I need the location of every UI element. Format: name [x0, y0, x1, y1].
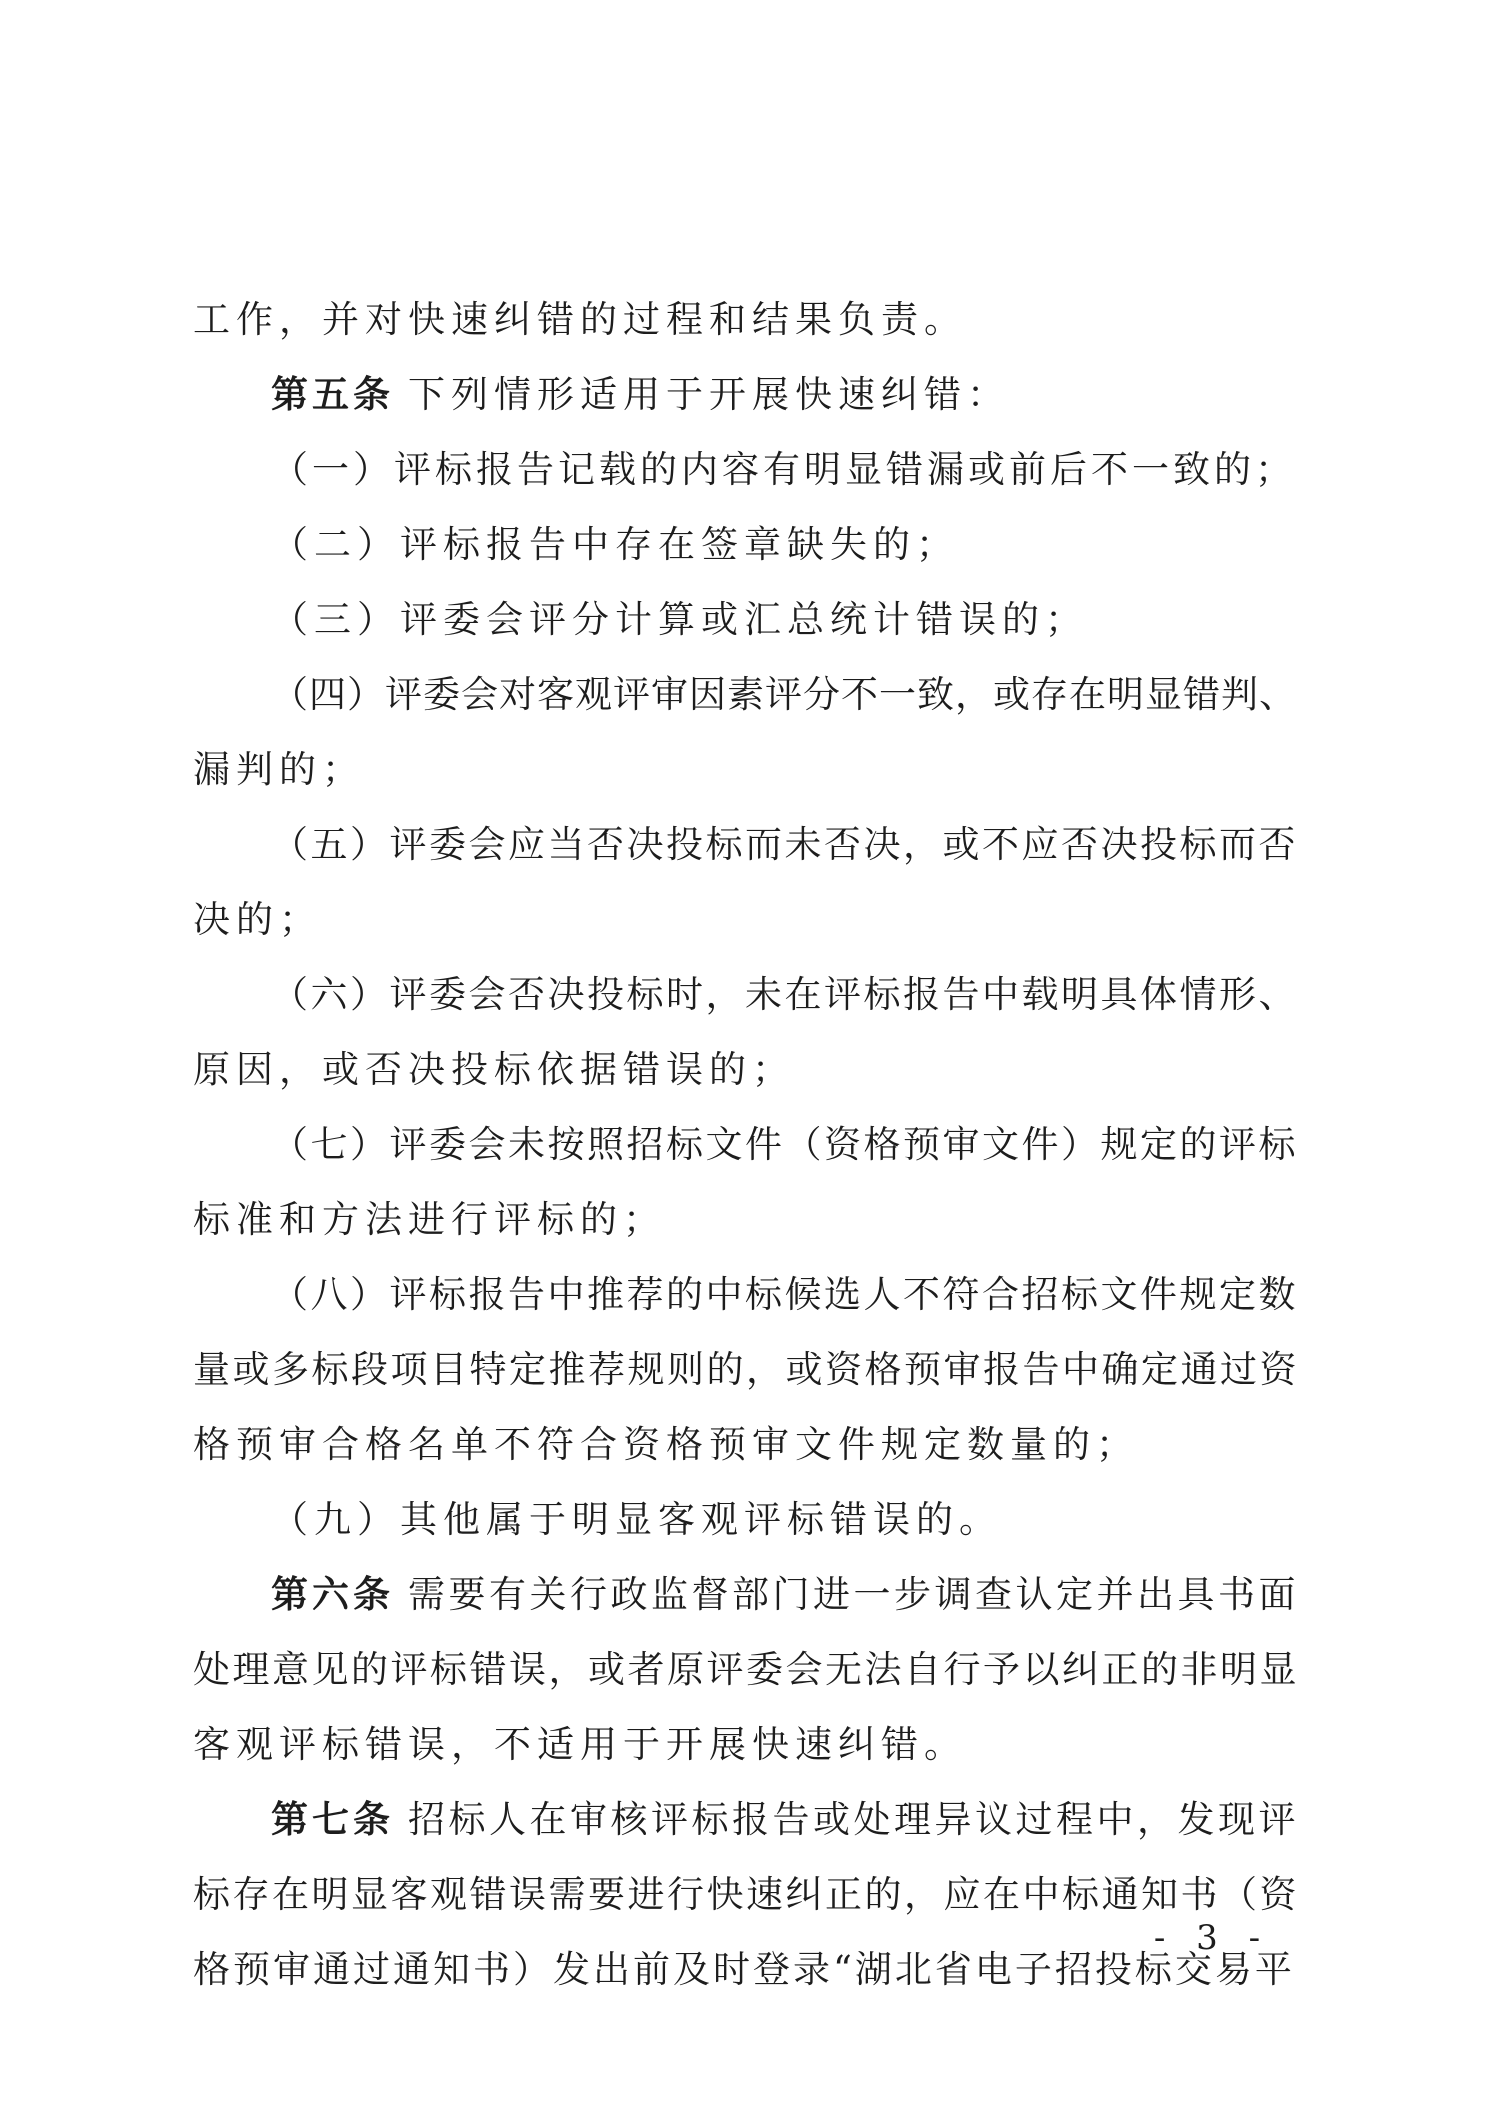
line-text: 漏判的； [193, 748, 365, 791]
article-6-continued [193, 1632, 1305, 1707]
line-text: （六）评委会否决投标时，未在评标报告中载明具体情形、 [271, 973, 1298, 1016]
article-6-continued [193, 1707, 1305, 1782]
list-item-8-continued [193, 1332, 1305, 1407]
list-item-4-continued [193, 732, 1305, 807]
list-item-2 [193, 507, 1305, 582]
line-text: 下列情形适用于开展快速纠错： [408, 373, 1010, 416]
article-5-heading-line [193, 357, 1305, 432]
line-text: 决的； [193, 898, 322, 941]
line-text: 标存在明显客观错误需要进行快速纠正的，应在中标通知书（资 [193, 1873, 1299, 1916]
list-item-6 [193, 957, 1305, 1032]
list-item-8-continued [193, 1407, 1305, 1482]
line-text: （二）评标报告中存在签章缺失的； [271, 523, 959, 566]
list-item-5 [193, 807, 1305, 882]
list-item-7-continued [193, 1182, 1305, 1257]
line-text: 客观评标错误，不适用于开展快速纠错。 [193, 1723, 967, 1766]
list-item-8 [193, 1257, 1305, 1332]
line-text: 工作，并对快速纠错的过程和结果负责。 [193, 298, 967, 341]
body-text [193, 282, 1305, 2007]
list-item-1 [193, 432, 1305, 507]
line-text: （三）评委会评分计算或汇总统计错误的； [271, 598, 1088, 641]
line-text: （四）评委会对客观评审因素评分不一致，或存在明显错判、 [271, 673, 1297, 716]
line-text: 量或多标段项目特定推荐规则的，或资格预审报告中确定通过资 [193, 1348, 1299, 1391]
line-text: 需要有关行政监督部门进一步调查认定并出具书面 [408, 1573, 1299, 1616]
page-number: - 3 - [1153, 1918, 1271, 1958]
article-7-continued [193, 1857, 1305, 1932]
list-item-6-continued [193, 1032, 1305, 1107]
line-text: （一）评标报告记载的内容有明显错漏或前后不一致的； [271, 448, 1296, 491]
article-7-heading-line [193, 1782, 1305, 1857]
article-6-heading-line [193, 1557, 1305, 1632]
line-text: 格预审通过通知书）发出前及时登录“湖北省电子招投标交易平 [193, 1948, 1295, 1991]
line-text: 处理意见的评标错误，或者原评委会无法自行予以纠正的非明显 [193, 1648, 1299, 1691]
article-heading: 第七条 [271, 1798, 394, 1841]
line-text: 原因，或否决投标依据错误的； [193, 1048, 795, 1091]
list-item-9 [193, 1482, 1305, 1557]
article-heading: 第六条 [271, 1573, 394, 1616]
article-7-continued [193, 1932, 1305, 2007]
text-line [193, 282, 1305, 357]
line-text: 标准和方法进行评标的； [193, 1198, 666, 1241]
line-text: 格预审合格名单不符合资格预审文件规定数量的； [193, 1423, 1139, 1466]
list-item-3 [193, 582, 1305, 657]
line-text: 招标人在审核评标报告或处理异议过程中，发现评 [408, 1798, 1299, 1841]
list-item-5-continued [193, 882, 1305, 957]
line-text: （七）评委会未按照招标文件（资格预审文件）规定的评标 [271, 1123, 1298, 1166]
article-heading: 第五条 [271, 373, 394, 416]
list-item-7 [193, 1107, 1305, 1182]
line-text: （八）评标报告中推荐的中标候选人不符合招标文件规定数 [271, 1273, 1298, 1316]
line-text: （九）其他属于明显客观评标错误的。 [271, 1498, 1002, 1541]
list-item-4 [193, 657, 1305, 732]
line-text: （五）评委会应当否决投标而未否决，或不应否决投标而否 [271, 823, 1298, 866]
